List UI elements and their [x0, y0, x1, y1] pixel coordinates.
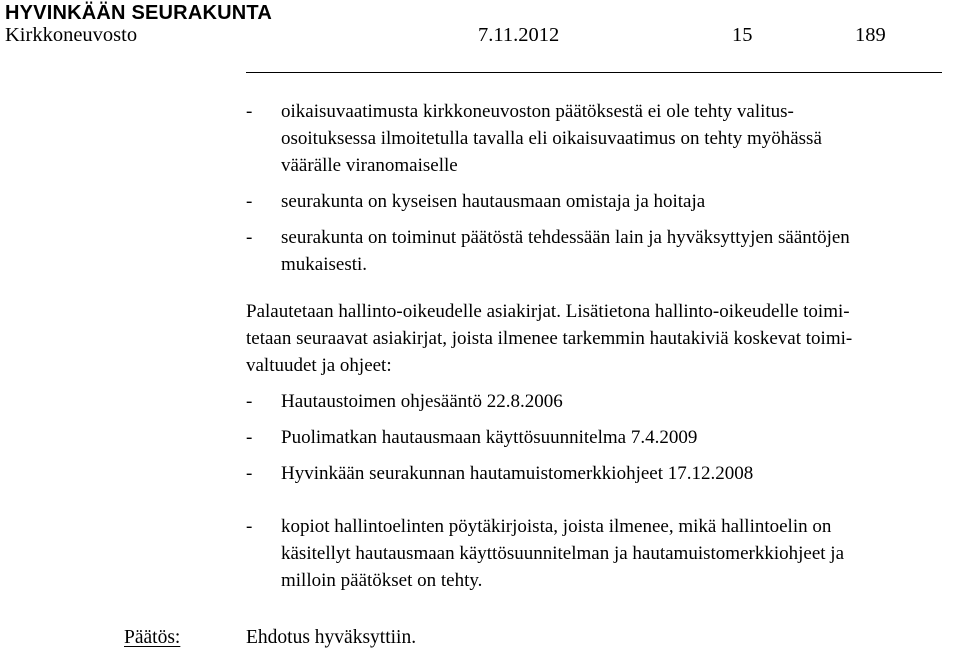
list-item-line: osoituksessa ilmoitetulla tavalla eli oikaisuvaatimus on tehty myöhässä	[281, 128, 822, 149]
document-body	[246, 98, 946, 594]
list-item-line: käsitellyt hautausmaan käyttösuunnitelman ja hautamuistomerkkiohjeet ja	[281, 543, 844, 564]
list-dash: -	[246, 427, 253, 448]
list-item	[246, 513, 946, 594]
organization-name: HYVINKÄÄN SEURAKUNTA	[5, 2, 272, 24]
list-item	[246, 424, 946, 451]
list-dash: -	[246, 516, 253, 537]
meeting-body: Kirkkoneuvosto	[5, 24, 138, 46]
list-dash: -	[246, 191, 253, 212]
list-item	[246, 388, 946, 415]
list-dash: -	[246, 101, 253, 122]
list-item-line: seurakunta on kyseisen hautausmaan omistaja ja hoitaja	[281, 191, 706, 212]
list-item-line: seurakunta on toiminut päätöstä tehdessään lain ja hyväksyttyjen sääntöjen	[281, 227, 850, 248]
meeting-number: 15	[732, 24, 753, 46]
paragraph-line: tetaan seuraavat asiakirjat, joista ilmenee tarkemmin hautakiviä koskevat toimi-	[246, 328, 853, 349]
list-item	[246, 188, 946, 215]
list-dash: -	[246, 463, 253, 484]
decision-label: Päätös:	[124, 627, 181, 648]
body-paragraph	[246, 298, 946, 379]
list-item-line: kopiot hallintoelinten pöytäkirjoista, joista ilmenee, mikä hallintoelin on	[281, 516, 832, 537]
header-rule	[246, 72, 942, 73]
list-item	[246, 98, 946, 179]
list-item-line: oikaisuvaatimusta kirkkoneuvoston päätöksestä ei ole tehty valitus-	[281, 101, 794, 122]
list-item-line: väärälle viranomaiselle	[281, 155, 458, 176]
decision-text: Ehdotus hyväksyttiin.	[246, 627, 417, 648]
paragraph-line: valtuudet ja ohjeet:	[246, 355, 392, 376]
list-item	[246, 460, 946, 487]
list-item-text: Hautaustoimen ohjesääntö 22.8.2006	[281, 391, 563, 412]
list-item-text: Hyvinkään seurakunnan hautamuistomerkkiohjeet 17.12.2008	[281, 463, 754, 484]
section-number: 189	[855, 24, 886, 46]
list-item-line: milloin päätökset on tehty.	[281, 570, 483, 591]
list-dash: -	[246, 391, 253, 412]
list-item	[246, 224, 946, 278]
meeting-date: 7.11.2012	[478, 24, 560, 46]
paragraph-line: Palautetaan hallinto-oikeudelle asiakirjat. Lisätietona hallinto-oikeudelle toimi-	[246, 301, 850, 322]
list-item-text: Puolimatkan hautausmaan käyttösuunnitelma 7.4.2009	[281, 427, 698, 448]
list-item-line: mukaisesti.	[281, 254, 368, 275]
list-dash: -	[246, 227, 253, 248]
